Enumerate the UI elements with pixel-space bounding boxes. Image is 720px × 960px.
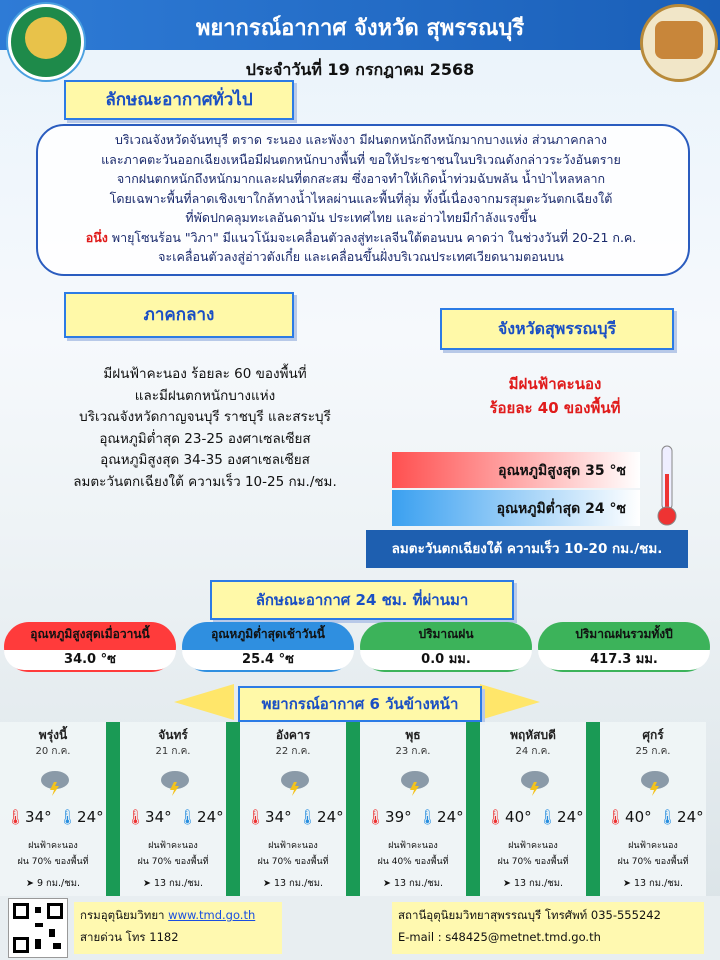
- forecast-heading: พยากรณ์อากาศ 6 วันข้างหน้า: [238, 686, 482, 722]
- sky-condition: ฝนฟ้าคะนอง: [28, 841, 78, 851]
- past24-rain: ปริมาณฝน 0.0 มม.: [360, 622, 532, 672]
- rain-percent: ฝน 70% ของพื้นที่: [497, 857, 569, 867]
- footer-station: สถานีอุตุนิยมวิทยาสุพรรณบุรี โทรศัพท์ 035-555242 E-mail : s48425@metnet.tmd.go.th: [392, 902, 704, 954]
- tmd-link[interactable]: www.tmd.go.th: [168, 908, 256, 922]
- central-heading: ภาคกลาง: [64, 292, 294, 338]
- min-temp: 🌡24°: [418, 808, 464, 826]
- max-temp: 🌡40°: [606, 808, 652, 826]
- rain-percent: ฝน 70% ของพื้นที่: [257, 857, 329, 867]
- forecast-day-4: [360, 722, 466, 896]
- day-name: พุธ: [405, 728, 421, 742]
- past24-heading: ลักษณะอากาศ 24 ชม. ที่ผ่านมา: [210, 580, 514, 620]
- max-temp: 🌡34°: [246, 808, 292, 826]
- arrow-right-icon: [480, 684, 540, 720]
- thermometer-icon: [654, 444, 680, 528]
- arrow-left-icon: [174, 684, 234, 720]
- day-name: อังคาร: [275, 728, 311, 742]
- day-name: พฤหัสบดี: [510, 728, 556, 742]
- wind-speed: ➤ 9 กม./ชม.: [25, 878, 80, 889]
- min-temp: 🌡24°: [538, 808, 584, 826]
- forecast-day-5: [480, 722, 586, 896]
- day-divider: [106, 722, 120, 896]
- thunderstorm-icon: [158, 768, 192, 796]
- max-temp: 🌡34°: [126, 808, 172, 826]
- min-temp-bar: อุณหภูมิต่ำสุด 24 °ซ: [392, 490, 640, 526]
- forecast-day-3: [240, 722, 346, 896]
- province-wind: ลมตะวันตกเฉียงใต้ ความเร็ว 10-20 กม./ชม.: [366, 530, 688, 568]
- day-date: 21 ก.ค.: [155, 746, 191, 757]
- day-date: 24 ก.ค.: [515, 746, 551, 757]
- max-temp: 🌡39°: [366, 808, 412, 826]
- general-text: บริเวณจังหวัดจันทบุรี ตราด ระนอง และพังงา มีฝนตกหนักถึงหนักมากบางแห่ง ส่วนภาคกลาง และภาคตะวันออกเฉียงเหนือมีฝนตกหนักบางพื้นที่ ขอให้ประชาชนในบริเวณดังกล่าวระวังอันตราย จากฝนตกหนักถึงหนักมากและฝนที่ตกสะสม ซึ่งอาจทำให้เกิดน้ำท่วมฉับพลัน น้ำป่าไหลหลาก โดยเฉพาะพื้นที่ลาดเชิงเขาใกล้ทางน้ำไหลผ่านและพื้นที่ลุ่ม ทั้งนี้เนื่องจากมรสุมตะวันตกเฉียงใต้ ที่พัดปกคลุมทะเลอันดามัน ประเทศไทย และอ่าวไทยมีกำลังแรงขึ้น อนึ่ง พายุโซนร้อน "วิภา" มีแนวโน้มจะเคลื่อนตัวลงสู่ทะเลจีนใต้ตอนบน คาดว่า ในช่วงวันที่ 20-21 ก.ค. จะเคลื่อนตัวลงสู่อ่าวตังเกี๋ย และเคลื่อนขึ้นฝั่งบริเวณประเทศเวียดนามตอนบน: [85, 132, 637, 264]
- day-divider: [226, 722, 240, 896]
- max-temp: 🌡40°: [486, 808, 532, 826]
- central-text: มีฝนฟ้าคะนอง ร้อยละ 60 ของพื้นที่ และมีฝนตกหนักบางแห่ง บริเวณจังหวัดกาญจนบุรี ราชบุรี และสระบุรี อุณหภูมิต่ำสุด 23-25 องศาเซลเซียส อุณหภูมิสูงสุด 34-35 องศาเซลเซียส ลมตะวันตกเฉียงใต้ ความเร็ว 10-25 กม./ชม.: [73, 366, 337, 490]
- sky-condition: ฝนฟ้าคะนอง: [148, 841, 198, 851]
- forecast-day-2: [120, 722, 226, 896]
- footer-tmd: กรมอุตุนิยมวิทยา www.tmd.go.th สายด่วน โทร 1182: [74, 902, 282, 954]
- wind-speed: ➤ 13 กม./ชม.: [622, 878, 684, 889]
- day-name: พรุ่งนี้: [38, 728, 68, 742]
- min-temp: 🌡24°: [658, 808, 704, 826]
- rain-percent: ฝน 70% ของพื้นที่: [617, 857, 689, 867]
- general-heading: ลักษณะอากาศทั่วไป: [64, 80, 294, 120]
- day-date: 25 ก.ค.: [635, 746, 671, 757]
- issue-date: ประจำวันที่ 19 กรกฎาคม 2568: [245, 60, 475, 79]
- thunderstorm-icon: [38, 768, 72, 796]
- day-date: 23 ก.ค.: [395, 746, 431, 757]
- page-title: พยากรณ์อากาศ จังหวัด สุพรรณบุรี: [195, 16, 525, 41]
- thunderstorm-icon: [638, 768, 672, 796]
- sky-condition: ฝนฟ้าคะนอง: [508, 841, 558, 851]
- province-rain: มีฝนฟ้าคะนอง ร้อยละ 40 ของพื้นที่: [489, 375, 621, 417]
- rain-percent: ฝน 40% ของพื้นที่: [377, 857, 449, 867]
- wind-speed: ➤ 13 กม./ชม.: [142, 878, 204, 889]
- rain-percent: ฝน 70% ของพื้นที่: [17, 857, 89, 867]
- max-temp-bar: อุณหภูมิสูงสุด 35 °ซ: [392, 452, 640, 488]
- sky-condition: ฝนฟ้าคะนอง: [388, 841, 438, 851]
- thunderstorm-icon: [398, 768, 432, 796]
- province-heading: จังหวัดสุพรรณบุรี: [440, 308, 674, 350]
- past24-max-temp: อุณหภูมิสูงสุดเมื่อวานนี้ 34.0 °ซ: [4, 622, 176, 672]
- rain-percent: ฝน 70% ของพื้นที่: [137, 857, 209, 867]
- thunderstorm-icon: [518, 768, 552, 796]
- day-divider: [346, 722, 360, 896]
- thunderstorm-icon: [278, 768, 312, 796]
- min-temp: 🌡24°: [178, 808, 224, 826]
- day-divider: [586, 722, 600, 896]
- min-temp: 🌡24°: [298, 808, 344, 826]
- wind-speed: ➤ 13 กม./ชม.: [502, 878, 564, 889]
- forecast-day-6: [600, 722, 706, 896]
- day-name: จันทร์: [158, 728, 188, 742]
- day-name: ศุกร์: [642, 728, 664, 742]
- forecast-day-1: [0, 722, 106, 896]
- day-date: 20 ก.ค.: [35, 746, 71, 757]
- day-divider: [466, 722, 480, 896]
- wind-speed: ➤ 13 กม./ชม.: [262, 878, 324, 889]
- past24-rain-total: ปริมาณฝนรวมทั้งปี 417.3 มม.: [538, 622, 710, 672]
- wind-speed: ➤ 13 กม./ชม.: [382, 878, 444, 889]
- qr-code-icon[interactable]: [8, 898, 68, 958]
- day-date: 22 ก.ค.: [275, 746, 311, 757]
- sky-condition: ฝนฟ้าคะนอง: [628, 841, 678, 851]
- sky-condition: ฝนฟ้าคะนอง: [268, 841, 318, 851]
- past24-min-temp: อุณหภูมิต่ำสุดเช้าวันนี้ 25.4 °ซ: [182, 622, 354, 672]
- max-temp: 🌡34°: [6, 808, 52, 826]
- min-temp: 🌡24°: [58, 808, 104, 826]
